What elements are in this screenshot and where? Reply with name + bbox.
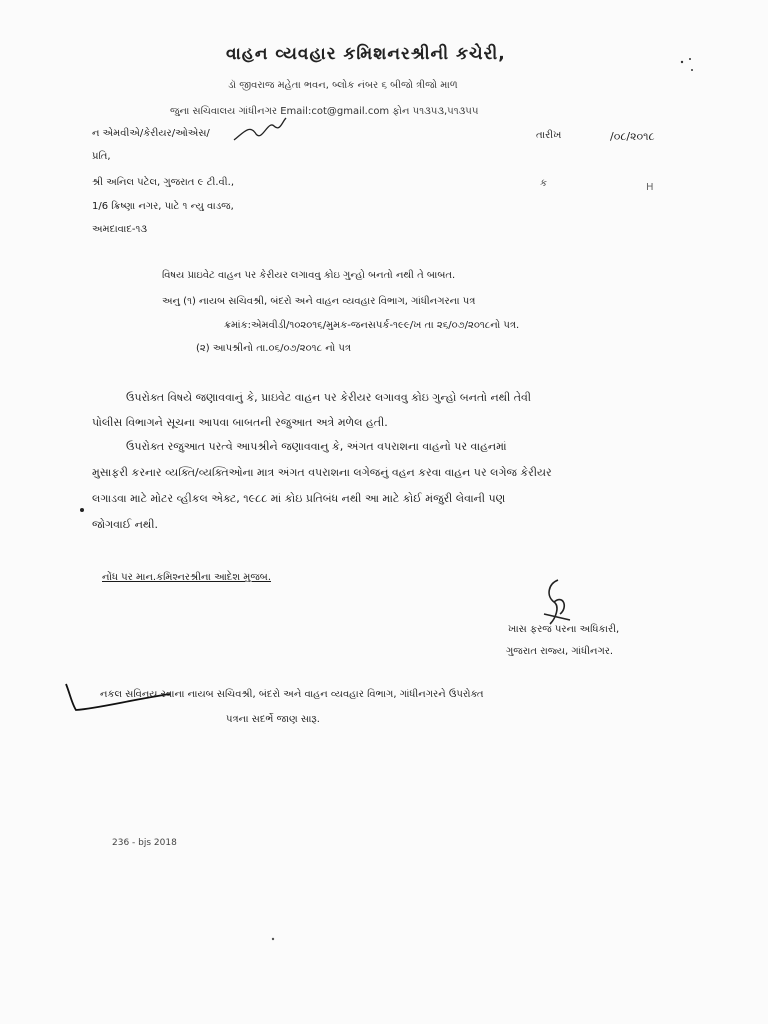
initials-scribble [230, 112, 290, 146]
bottom-speck [268, 936, 278, 942]
body-paragraph2-line4: જોગવાઈ નથી. [92, 518, 158, 531]
body-paragraph1-line2: પોલીસ વિભાગને સૂચના આપવા બાબતની રજુઆત અત્રે મળેલ હતી. [92, 416, 388, 429]
copy-to-line2: પત્રના સદર્ભે જાણ સારૂ. [226, 714, 320, 725]
subject-line: વિષય પ્રાઇવેટ વાહન પર કેરીયર લગાવવુ કોઇ ગુન્હો બનતો નથી તે બાબત. [162, 270, 456, 281]
reference-number: ન એમવીએ/કેરીયર/ઓએસ/ [92, 128, 210, 139]
recipient-line1: શ્રી અનિલ પટેલ, ગુજરાત ૯ ટી.વી., [92, 177, 235, 188]
office-title: વાહન વ્યવહાર કમિશનરશ્રીની કચેરી, [226, 44, 506, 64]
date-value: /૦૮/૨૦૧૮ [610, 130, 655, 143]
signatory-designation: ખાસ ફરજ પરના અધિકારી, [508, 624, 620, 635]
speck-marks [676, 56, 700, 76]
body-paragraph1-line1: ઉપરોક્ત વિષયે જણાવવાનું કે, પ્રાઇવેટ વાહન પર કેરીયર લગાવવુ કોઇ ગુન્હો બનતો નથી તેવી [126, 391, 532, 404]
body-paragraph2-line2: મુસાફરી કરનાર વ્યક્તિ/વ્યક્તિઓના માત્ર અંગત વપરાશના લગેજનું વહન કરવા વાહન પર લગેજ કેરીયર [92, 466, 552, 479]
reference-2: (૨) આપશ્રીનો તા.૦૬/૦૭/૨૦૧૮ નો પત્ર [196, 343, 352, 354]
office-address-line2: જુના સચિવાલય ગાંધીનગર Email:cot@gmail.com ફોન ૫૧૩૫૩,૫૧૩૫૫ [170, 106, 479, 117]
recipient-to-label: પ્રતિ, [92, 151, 111, 162]
order-note: નોંધ પર માન.કમિશ્નરશ્રીના આદેશ મુજબ. [102, 572, 271, 583]
body-paragraph2-line1: ઉપરોક્ત રજુઆત પરત્વે આપશ્રીને જણાવવાનુ કે, અંગત વપરાશના વાહનો પર વાહનમાં [126, 440, 507, 453]
reference-1: અનુ (૧) નાયબ સચિવશ્રી, બંદરો અને વાહન વ્યવહાર વિભાગ, ગાંધીનગરના પત્ર [162, 296, 476, 307]
body-paragraph2-line3: લગાડવા માટે મોટર વ્હીકલ એક્ટ, ૧૯૮૮ માં કોઇ પ્રતિબંધ નથી આ માટે કોઈ મંજુરી લેવાની પણ [92, 492, 506, 505]
signatory-location: ગુજરાત રાજ્ય, ગાંધીનગર. [506, 646, 614, 657]
office-address-line1: ડૉ જીવરાજ મહેતા ભવન, બ્લોક નંબર ૬ બીજો ત્રીજો માળ [228, 80, 458, 91]
reference-1-continued: ક્રમાંક:એમવીડી/૧૦૨૦૧૬/મુમક-જનસપર્ક-૧૯૯/ખ તા ૨૬/૦૭/૨૦૧૮નો પત્ર. [224, 320, 520, 331]
date-label: તારીખ [536, 130, 562, 141]
margin-mark: ક [540, 178, 548, 189]
margin-mark-2: H [646, 182, 654, 193]
copy-to-line1: નકલ સવિનય રવાના નાયબ સચિવશ્રી, બંદરો અને વાહન વ્યવહાર વિભાગ, ગાંધીનગરને ઉપરોક્ત [100, 689, 484, 700]
bullet-speck [78, 506, 86, 514]
footer-code: 236 - bjs 2018 [112, 838, 177, 848]
recipient-line3: અમદાવાદ-૧૩ [92, 224, 148, 235]
recipient-line2: 1/6 ક્રિષ્ણા નગર, પાટે ૧ ન્યુ વાડજ, [92, 201, 234, 212]
